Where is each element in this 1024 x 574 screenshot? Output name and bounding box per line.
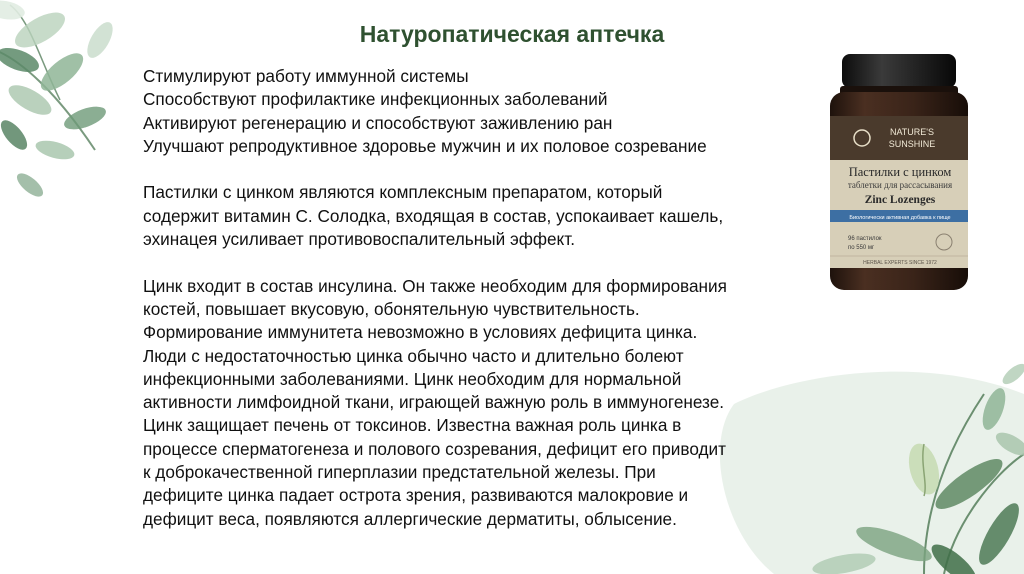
paragraph-line: Пастилки с цинком являются комплексным препаратом, который — [143, 182, 663, 203]
paragraph-line: Люди с недостаточностью цинка обычно часто и длительно болеют — [143, 345, 684, 366]
paragraph-line: дефицит веса, появляются аллергические дерматиты, облысение. — [143, 508, 677, 529]
product-name-ru: Пастилки с цинком — [848, 165, 952, 179]
paragraph-line: активности лимфоидной ткани, играющей важную роль в иммуногенезе. — [143, 392, 725, 413]
count-line2: по 550 мг — [848, 245, 875, 251]
brand-line2: SUNSHINE — [888, 139, 936, 149]
paragraph-line: Формирование иммунитета невозможно в условиях дефицита цинка. — [143, 322, 698, 343]
count-line1: 96 пастилок — [848, 236, 882, 242]
paragraph-line: Цинк входит в состав инсулина. Он также необходим для формирования — [143, 275, 727, 296]
paragraph-line: эхинацея усиливает противовоспалительный эффект. — [143, 229, 576, 250]
paragraph-line: процессе сперматогенеза и полового созревания, дефицит его приводит — [143, 438, 727, 459]
paragraph-line: Цинк защищает печень от токсинов. Известна важная роль цинка в — [143, 415, 682, 436]
body-text — [143, 65, 843, 531]
product-jar-image — [826, 52, 972, 294]
paragraph-line: содержит витамин С. Солодка, входящая в состав, успокаивает кашель, — [143, 205, 724, 226]
benefit-line: Улучшают репродуктивное здоровье мужчин и их половое созревание — [143, 135, 707, 156]
label-footer: HERBAL EXPERTS SINCE 1972 — [863, 260, 937, 266]
jar-cap — [842, 54, 956, 88]
benefit-line: Активируют регенерацию и способствуют заживлению ран — [143, 112, 613, 133]
brand-line1: NATURE'S — [889, 127, 935, 137]
paragraph-line: к доброкачественной гиперплазии предстательной железы. При — [143, 462, 656, 483]
benefit-line: Стимулируют работу иммунной системы — [143, 66, 469, 86]
paragraph-line: дефиците цинка падает острота зрения, развиваются малокровие и — [143, 485, 689, 506]
product-name-en: Zinc Lozenges — [864, 194, 936, 206]
paragraph-line: костей, повышает вкусовую, обонятельную чувствительность. — [143, 298, 640, 319]
page-title: Натуропатическая аптечка — [359, 21, 665, 48]
paragraph-line: инфекционными заболеваниями. Цинк необходим для нормальной — [143, 368, 682, 389]
benefit-line: Способствуют профилактике инфекционных заболеваний — [143, 89, 608, 110]
band-text: Биологически активная добавка к пище — [849, 215, 951, 221]
product-subtitle: таблетки для рассасывания — [847, 180, 953, 190]
